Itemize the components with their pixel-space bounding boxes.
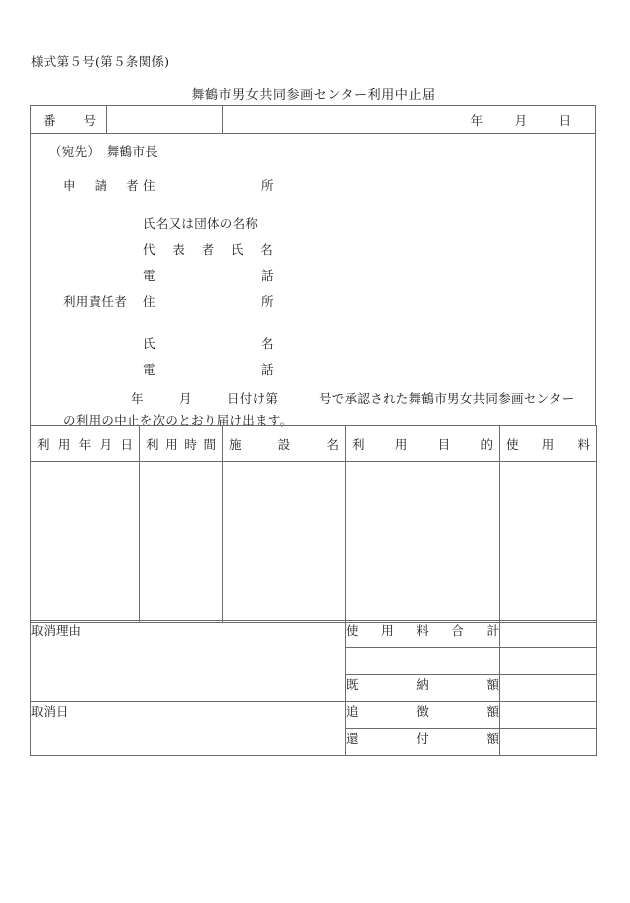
column-header-fee: 使用料 <box>500 426 597 462</box>
table-row <box>31 462 597 623</box>
fee-value-total[interactable] <box>500 621 597 648</box>
fee-value-refund[interactable] <box>500 729 597 756</box>
applicant-address-label-tail: 所 <box>261 178 274 193</box>
manager-address-label: 住 <box>143 294 156 309</box>
cancel-reason-label: 取消理由 <box>31 623 82 638</box>
column-header-facility: 施設名 <box>223 426 346 462</box>
column-header-purpose: 利用目的 <box>346 426 500 462</box>
manager-tel-label: 電 <box>143 362 156 377</box>
cancel-reason-cell[interactable] <box>31 621 346 702</box>
column-header-time: 利用時間 <box>140 426 223 462</box>
applicant-tel-label-tail: 話 <box>261 268 274 283</box>
number-row <box>31 106 595 134</box>
manager-name-label: 氏 <box>143 336 156 351</box>
manager-tel-label-tail: 話 <box>261 362 274 377</box>
fee-value-additional[interactable] <box>500 702 597 729</box>
cell-usage-time[interactable] <box>140 462 223 623</box>
manager-name-label-tail: 名 <box>261 336 274 351</box>
name-or-org-label: 氏名又は団体の名称 <box>143 216 259 231</box>
number-label-second: 号 <box>83 112 96 128</box>
approval-tail-text: 号で承認された舞鶴市男女共同参画センター <box>319 391 575 406</box>
column-header-date: 利用年月日 <box>31 426 140 462</box>
approval-month-label: 月 <box>179 391 192 406</box>
fee-label-additional: 追徴額 <box>346 702 500 729</box>
representative-label: 代 表 者 氏 名 <box>143 242 273 257</box>
fee-label-refund: 還付額 <box>346 729 500 756</box>
declaration-body <box>31 134 595 426</box>
summary-row-additional <box>31 702 597 729</box>
addressee-line: （宛先） 舞鶴市長 <box>49 144 158 159</box>
summary-row-total <box>31 621 597 648</box>
date-year-label: 年 <box>470 113 484 128</box>
fee-label-blank <box>346 648 500 675</box>
manager-address-label-tail: 所 <box>261 294 274 309</box>
cell-facility-name[interactable] <box>223 462 346 623</box>
fee-label-paid: 既納額 <box>346 675 500 702</box>
cancel-date-label: 取消日 <box>31 704 69 719</box>
issue-date-line <box>455 111 587 129</box>
closing-line: の利用の中止を次のとおり届け出ます。 <box>63 413 293 428</box>
applicant-address-input[interactable] <box>143 176 283 196</box>
summary-block <box>30 620 597 756</box>
usage-table-header-row <box>31 426 597 462</box>
manager-label: 利用責任者 <box>63 294 128 309</box>
number-label-first: 番 <box>43 112 56 128</box>
cell-usage-date[interactable] <box>31 462 140 623</box>
fee-value-paid[interactable] <box>500 675 597 702</box>
declaration-frame <box>30 105 596 426</box>
page-title: 舞鶴市男女共同参画センター利用中止届 <box>191 88 436 103</box>
form-number-label: 様式第５号(第５条関係) <box>31 54 170 69</box>
cell-usage-fee[interactable] <box>500 462 597 623</box>
number-label-cell <box>31 106 107 133</box>
date-day-label: 日 <box>558 113 572 128</box>
usage-table <box>30 425 597 623</box>
number-input-cell[interactable] <box>107 106 223 133</box>
cancel-date-cell[interactable] <box>31 702 346 756</box>
applicant-address-label: 住 <box>143 178 156 193</box>
applicant-label: 申 請 者 <box>63 178 139 193</box>
approval-year-label: 年 <box>131 391 144 406</box>
fee-label-total: 使用料合計 <box>346 621 500 648</box>
approval-number-label: 日付け第 <box>227 391 279 406</box>
date-month-label: 月 <box>514 113 528 128</box>
cell-usage-purpose[interactable] <box>346 462 500 623</box>
applicant-tel-label: 電 <box>143 268 156 283</box>
fee-value-blank[interactable] <box>500 648 597 675</box>
